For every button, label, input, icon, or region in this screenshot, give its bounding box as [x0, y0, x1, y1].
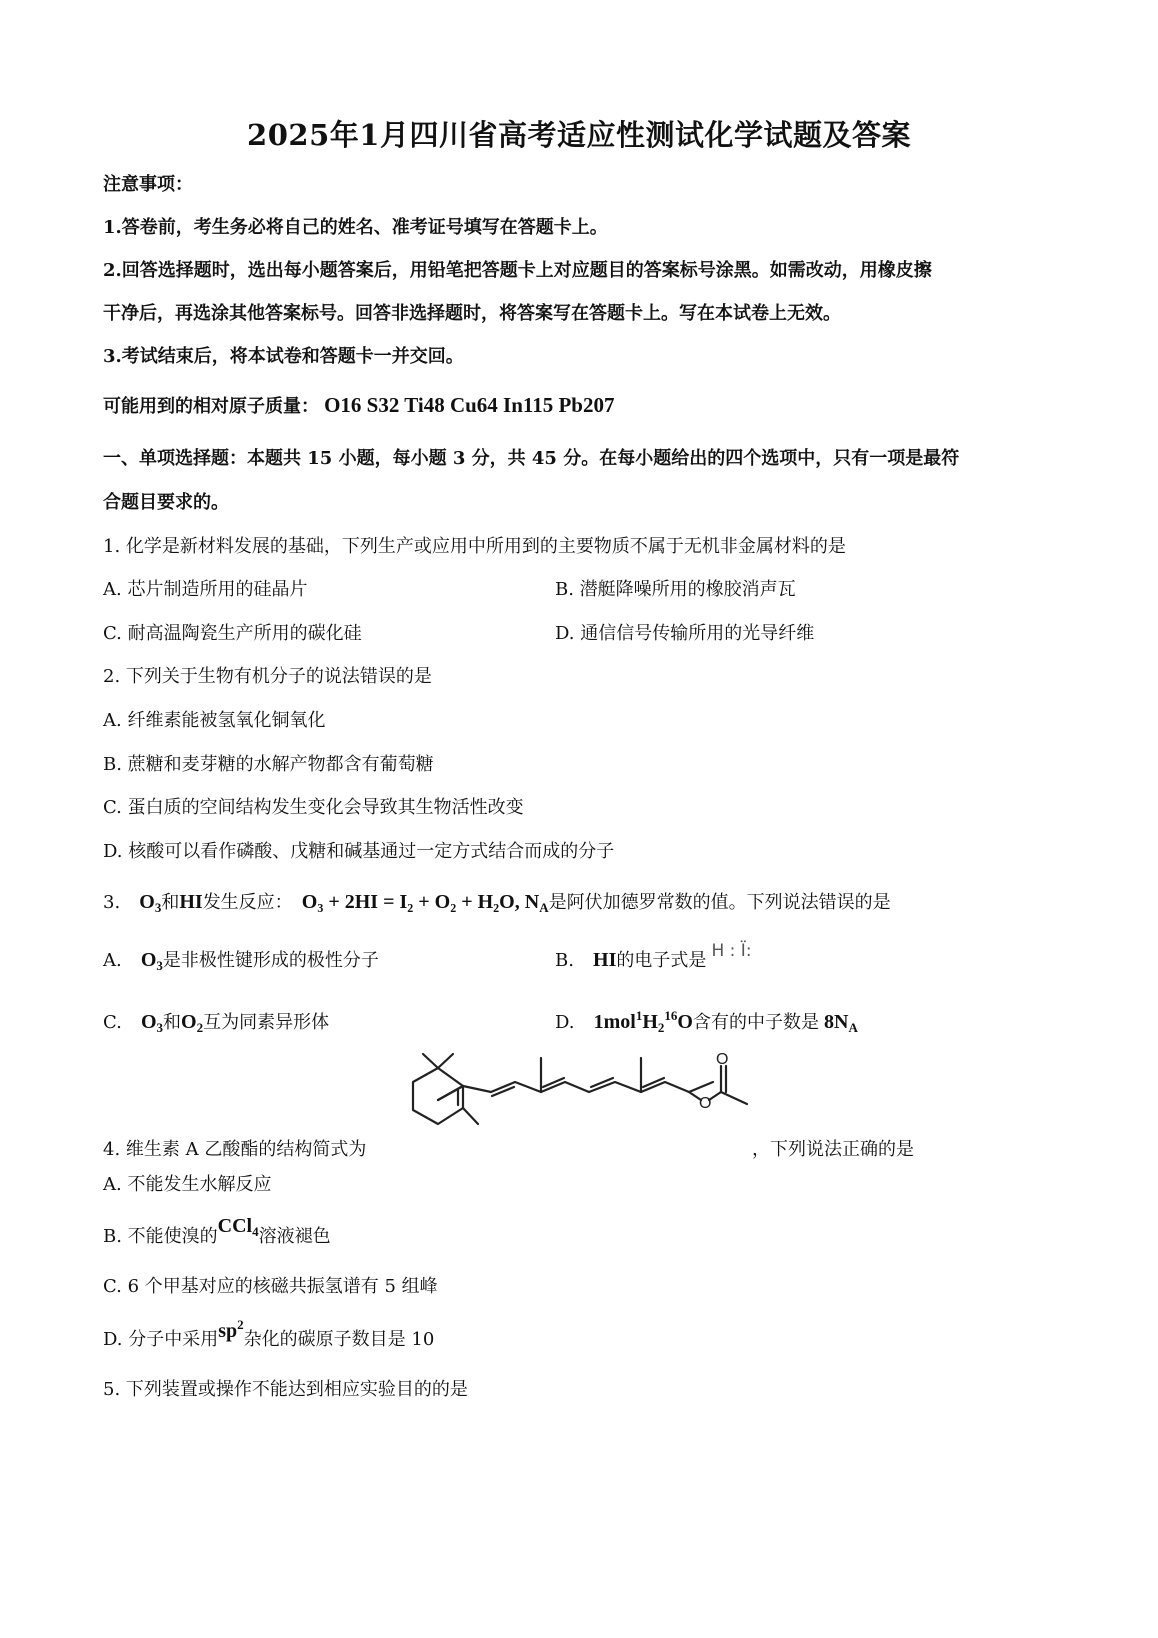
notice-heading: 注意事项： [103, 174, 193, 195]
o3-formula-c: $O_3$ [140, 1011, 164, 1035]
water-formula: $1mol^1H_2^{16}O$ [593, 1008, 693, 1035]
notice-item-3: 3.考试结束后，将本试卷和答题卡一并交回。 [103, 346, 464, 367]
q4-b-pre: B. 不能使溴的 [103, 1226, 218, 1247]
q4-d-post: 杂化的碳原子数目是 10 [243, 1329, 435, 1350]
notice-item-2: 2.回答选择题时，选出每小题答案后，用铅笔把答题卡上对应题目的答案标号涂黑。如需改动，用橡皮擦 [103, 260, 932, 281]
o3-formula: $O_3$ [139, 891, 162, 915]
q4-stem: 4. 维生素 A 乙酸酯的结构简式为 [103, 1139, 367, 1160]
q3-tail: 是阿伏加德罗常数的值。下列说法错误的是 [548, 892, 891, 913]
q2-option-d: D. 核酸可以看作磷酸、戊糖和碱基通过一定方式结合而成的分子 [103, 841, 615, 862]
q5-stem: 5. 下列装置或操作不能达到相应实验目的的是 [103, 1379, 468, 1400]
q3-a-text: 是非极性键形成的极性分子 [162, 950, 379, 971]
q3-and: 和 [161, 892, 180, 913]
carbonyl-oxygen-label: O [716, 1052, 729, 1068]
o3-formula-a: $O_3$ [140, 949, 163, 973]
atomic-masses-label: 可能用到的相对原子质量： [103, 396, 319, 417]
q4-b-post: 溶液褪色 [258, 1226, 331, 1247]
neutron-count: $8N_A$ [824, 1011, 858, 1035]
atomic-masses-values: O16 S32 Ti48 Cu64 In115 Pb207 [324, 393, 615, 417]
q1-stem: 1. 化学是新材料发展的基础，下列生产或应用中所用到的主要物质不属于无机非金属材料的是 [103, 536, 846, 557]
q2-option-a: A. 纤维素能被氢氧化铜氧化 [103, 710, 326, 731]
q3-c-label: C. [103, 1012, 122, 1033]
q1-option-b: B. 潜艇降噪所用的橡胶消声瓦 [555, 579, 796, 600]
q3-option-c [103, 1008, 329, 1036]
reaction-equation: O₃ + 2HI = I₂ + O₂ + H₂O, [301, 891, 520, 913]
na-symbol: $N_A$ [524, 891, 549, 915]
page-title: 2025年1月四川省高考适应性测试化学试题及答案 [247, 118, 911, 152]
q3-option-d [555, 1008, 858, 1036]
q1-option-a: A. 芯片制造所用的硅晶片 [103, 579, 308, 600]
hi-electron-formula: H : Ï: [711, 941, 752, 961]
q3-b-text: 的电子式是 [616, 950, 707, 971]
q4-option-d [103, 1317, 435, 1351]
q4-stem-tail: ，下列说法正确的是 [752, 1139, 914, 1160]
q3-c-text: 互为同素异形体 [203, 1012, 330, 1033]
q2-option-c: C. 蛋白质的空间结构发生变化会导致其生物活性改变 [103, 797, 524, 818]
q3-option-a [103, 946, 379, 974]
q2-option-b: B. 蔗糖和麦芽糖的水解产物都含有葡萄糖 [103, 754, 434, 775]
hi-formula: HI [179, 891, 203, 913]
q2-stem: 2. 下列关于生物有机分子的说法错误的是 [103, 666, 432, 687]
q1-option-c: C. 耐高温陶瓷生产所用的碳化硅 [103, 623, 362, 644]
q3-d-label: D. [555, 1012, 575, 1033]
notice-item-2-cont: 干净后，再选涂其他答案标号。回答非选择题时，将答案写在答题卡上。写在本试卷上无效。 [103, 303, 841, 324]
atomic-masses [103, 392, 614, 418]
notice-item-1: 1.答卷前，考生务必将自己的姓名、准考证号填写在答题卡上。 [103, 217, 608, 238]
q3-b-label: B. [555, 950, 574, 971]
q1-option-d: D. 通信信号传输所用的光导纤维 [555, 623, 815, 644]
q4-option-c: C. 6 个甲基对应的核磁共振氢谱有 5 组峰 [103, 1276, 438, 1297]
q3-react: 发生反应： [202, 892, 293, 913]
q4-option-a: A. 不能发生水解反应 [103, 1174, 272, 1195]
q3-stem [103, 888, 891, 916]
q4-option-b [103, 1215, 331, 1250]
sp2-formula: $sp^2$ [218, 1317, 244, 1342]
ester-oxygen-label: O [699, 1095, 712, 1112]
q3-option-b [555, 941, 752, 972]
vitamin-a-acetate-structure-diagram [403, 1052, 773, 1160]
q3-c-and: 和 [163, 1012, 182, 1033]
o2-formula: $O_2$ [181, 1011, 204, 1035]
ccl4-formula: CCl$_4$ [217, 1215, 259, 1239]
q3-d-text: 含有的中子数是 [692, 1012, 819, 1033]
section1-line1: 一、单项选择题：本题共 15 小题，每小题 3 分，共 45 分。在每小题给出的四个选项中，只有一项是最符 [103, 448, 960, 469]
q4-d-pre: D. 分子中采用 [103, 1329, 219, 1350]
q3-a-label: A. [103, 950, 122, 971]
q3-num: 3. [103, 892, 121, 913]
hi-formula-b: HI [593, 949, 617, 971]
section1-line2: 合题目要求的。 [103, 492, 229, 513]
